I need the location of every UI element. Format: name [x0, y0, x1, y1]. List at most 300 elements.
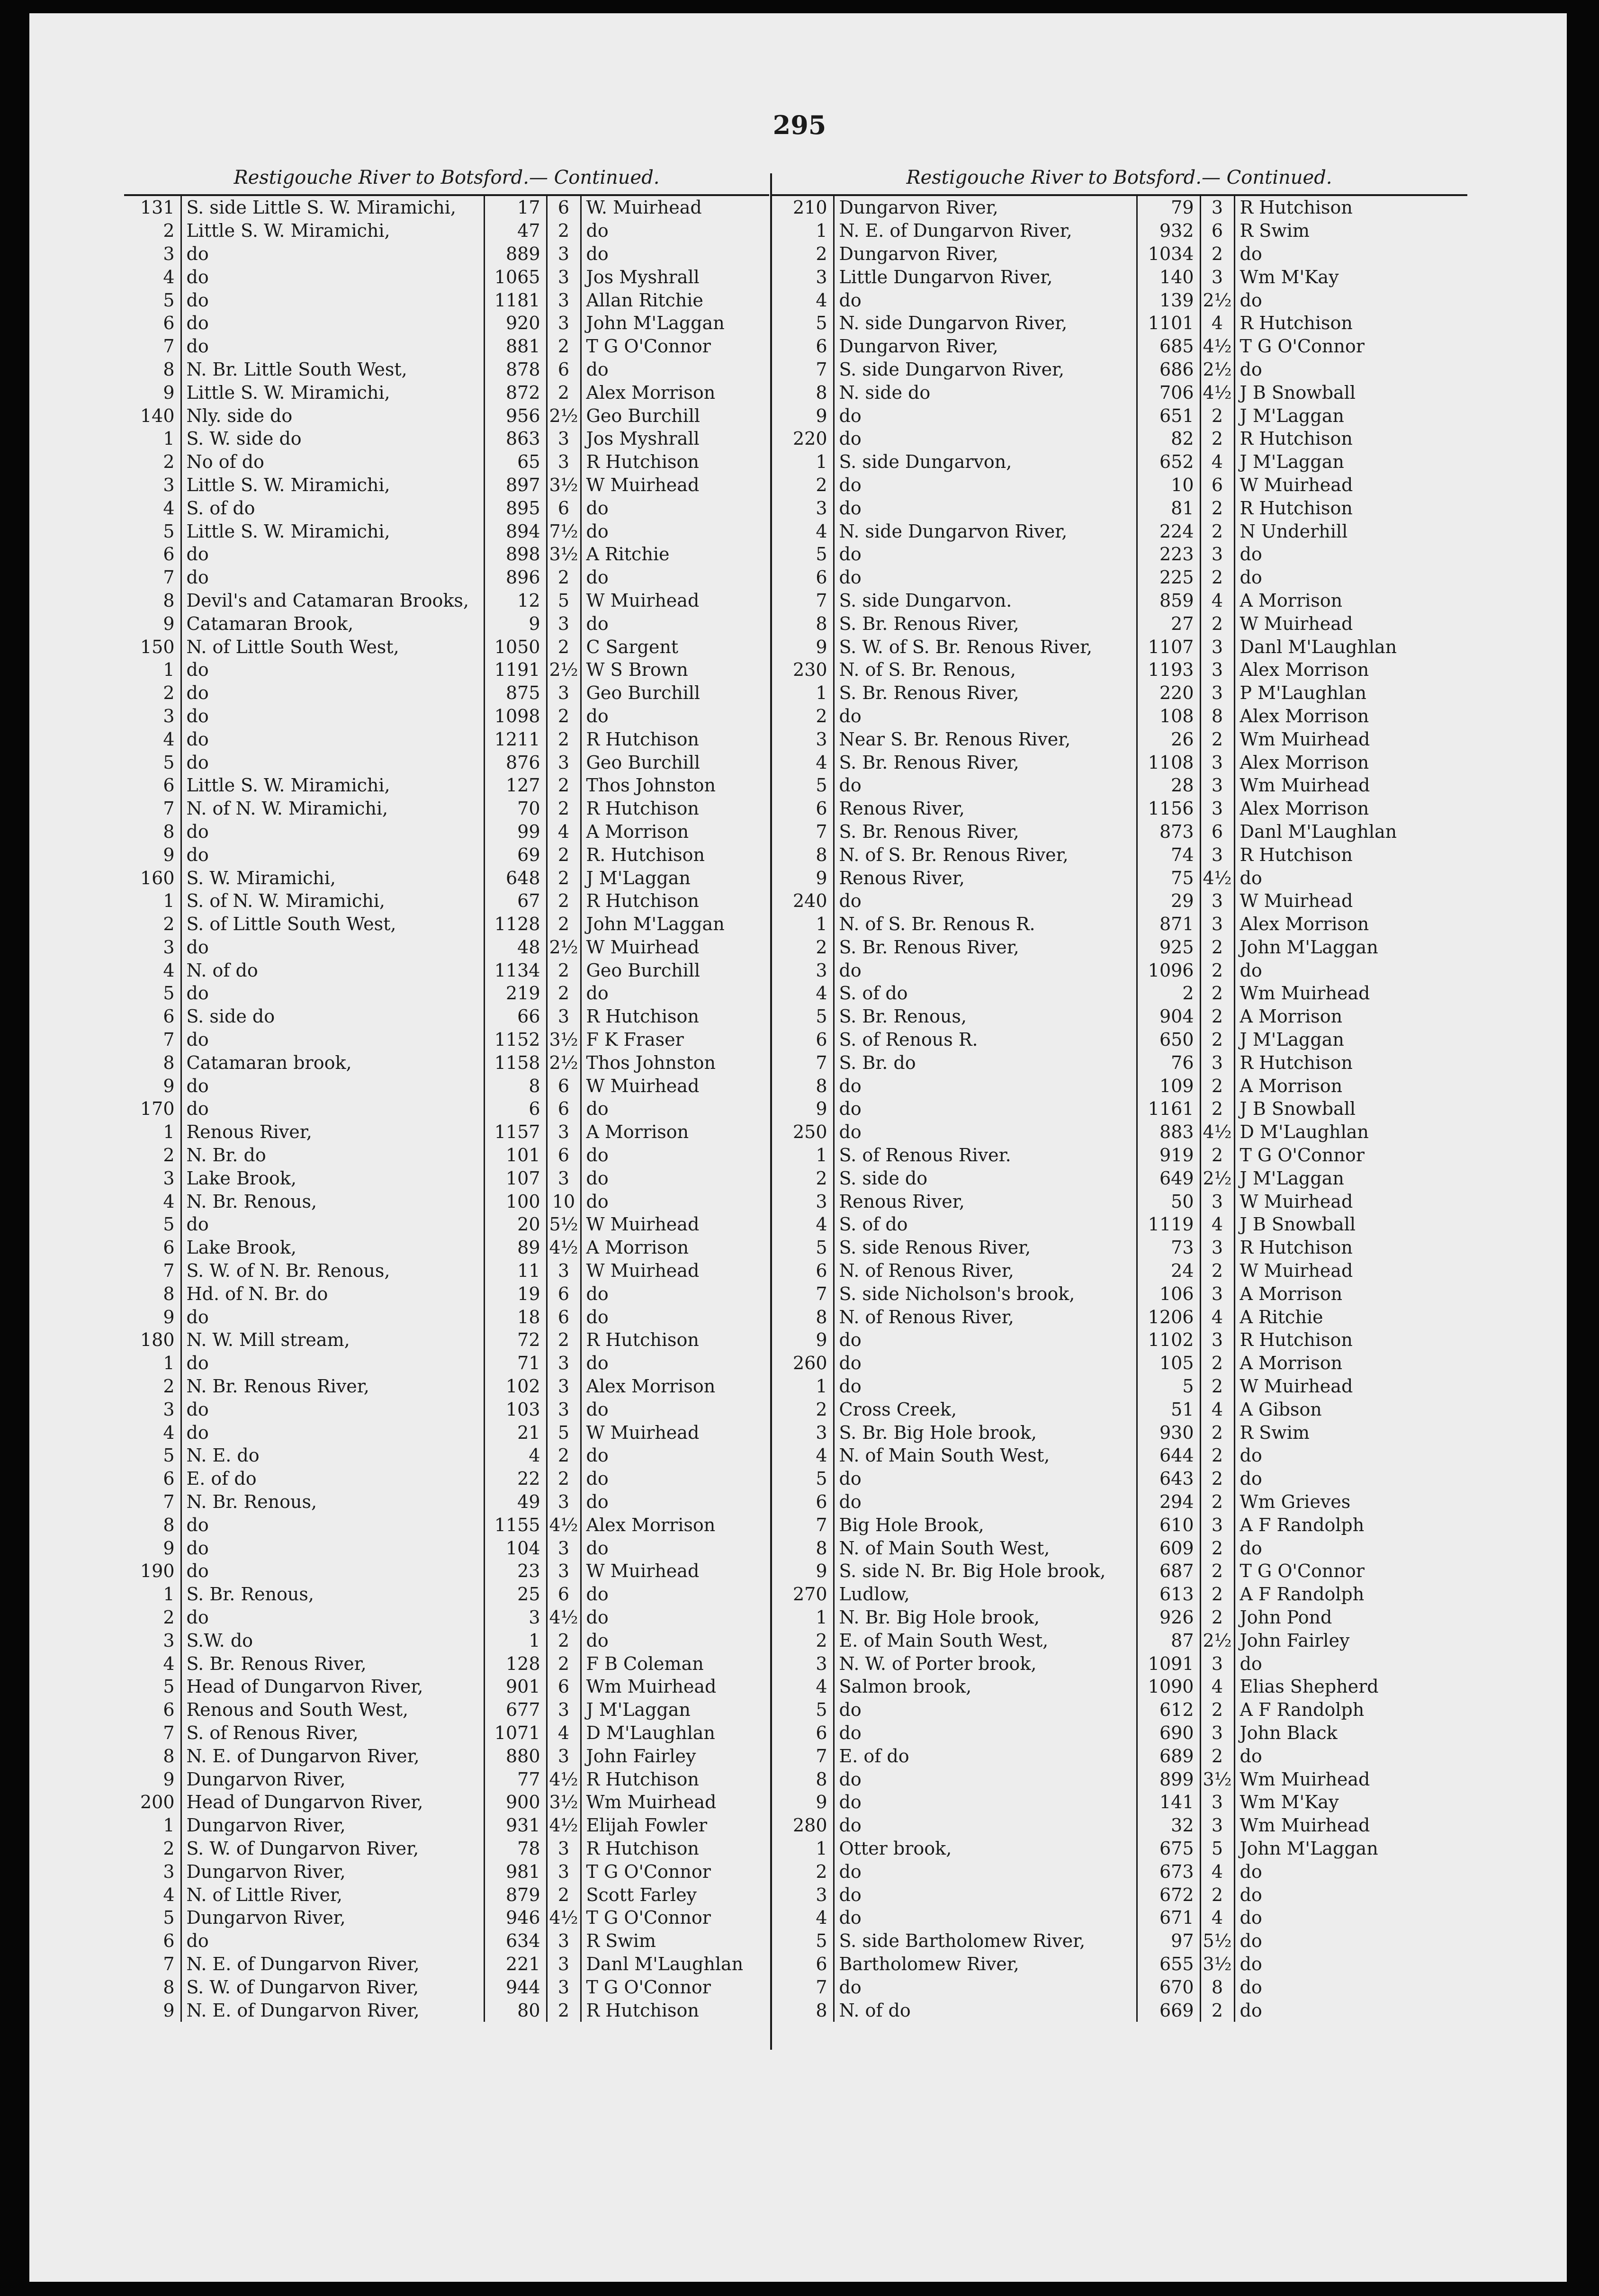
entry-number: 7 — [816, 359, 827, 380]
area: 878 — [484, 358, 547, 381]
acres: 2 — [1200, 242, 1234, 266]
acres: 2 — [1200, 1421, 1234, 1444]
location: Lake Brook, — [181, 1236, 484, 1259]
area: 1065 — [484, 265, 547, 288]
acres: 3 — [1200, 1328, 1234, 1352]
acres: 4½ — [1200, 866, 1234, 889]
area: 872 — [484, 381, 547, 404]
grantee: Alex Morrison — [1234, 658, 1467, 682]
acres: 6 — [547, 1074, 581, 1097]
entry-number: 8 — [163, 1976, 175, 1998]
grantee: do — [581, 1398, 769, 1421]
entry-number: 7 — [816, 821, 827, 842]
location: do — [181, 820, 484, 843]
grantee: J M'Laggan — [581, 1698, 769, 1722]
area: 141 — [1137, 1791, 1200, 1814]
area: 6 — [484, 1097, 547, 1121]
grantee: Wm M'Kay — [1234, 265, 1467, 288]
table-row — [124, 1536, 769, 1560]
table-row — [771, 1398, 1467, 1421]
acres: 2 — [1200, 1490, 1234, 1514]
acres: 2 — [547, 705, 581, 728]
location: do — [181, 936, 484, 959]
location: S. side do — [834, 1166, 1137, 1190]
entry-number: 6 — [163, 1930, 175, 1952]
acres: 2 — [547, 774, 581, 797]
entry-number: 8 — [163, 590, 175, 611]
table-row — [124, 774, 769, 797]
area: 871 — [1137, 913, 1200, 936]
area: 685 — [1137, 335, 1200, 358]
location: N. of Little River, — [181, 1883, 484, 1906]
location: Renous and South West, — [181, 1698, 484, 1722]
entry-number: 210 — [792, 197, 827, 218]
acres: 3 — [1200, 196, 1234, 219]
area: 904 — [1137, 1005, 1200, 1028]
grantee: A Ritchie — [581, 543, 769, 566]
table-row — [124, 1190, 769, 1213]
grantee: Alex Morrison — [581, 1375, 769, 1398]
entry-number: 8 — [816, 382, 827, 403]
entry-number: 170 — [140, 1098, 175, 1120]
acres: 2 — [547, 1467, 581, 1490]
location: do — [181, 658, 484, 682]
acres: 3½ — [547, 1791, 581, 1814]
grantee: J B Snowball — [1234, 1213, 1467, 1236]
table-row — [124, 1305, 769, 1328]
area: 879 — [484, 1883, 547, 1906]
table-row — [771, 1513, 1467, 1536]
acres: 2 — [547, 982, 581, 1005]
grantee: J M'Laggan — [1234, 404, 1467, 427]
location: S. Br. Renous River, — [834, 751, 1137, 774]
acres: 3 — [1200, 1513, 1234, 1536]
area: 672 — [1137, 1883, 1200, 1906]
location: S. of Renous River, — [181, 1722, 484, 1745]
acres: 2 — [1200, 496, 1234, 520]
location: do — [834, 705, 1137, 728]
grantee: A Morrison — [581, 1236, 769, 1259]
acres: 4½ — [1200, 381, 1234, 404]
table-row — [771, 1213, 1467, 1236]
table-row — [771, 727, 1467, 751]
location: do — [834, 889, 1137, 913]
entry-number: 4 — [163, 960, 175, 981]
grantee: Jos Myshrall — [581, 427, 769, 450]
area: 897 — [484, 474, 547, 497]
area: 82 — [1137, 427, 1200, 450]
grantee: Geo Burchill — [581, 751, 769, 774]
entry-number: 1 — [163, 1353, 175, 1374]
entry-number: 2 — [816, 1399, 827, 1420]
table-row — [124, 1629, 769, 1652]
grantee: R Swim — [1234, 219, 1467, 242]
entry-number: 4 — [163, 1422, 175, 1443]
grantee: do — [581, 1166, 769, 1190]
area: 669 — [1137, 1999, 1200, 2022]
area: 105 — [1137, 1352, 1200, 1375]
grantee: J M'Laggan — [1234, 1166, 1467, 1190]
entry-number: 3 — [163, 474, 175, 495]
grantee: W Muirhead — [1234, 1259, 1467, 1283]
acres: 3 — [547, 265, 581, 288]
acres: 3 — [547, 1375, 581, 1398]
entry-number: 5 — [163, 1214, 175, 1235]
entry-number: 5 — [816, 1930, 827, 1952]
acres: 3 — [547, 1005, 581, 1028]
table-row — [124, 1698, 769, 1722]
entry-number: 131 — [140, 197, 175, 218]
location: No of do — [181, 450, 484, 474]
location: N. W. Mill stream, — [181, 1328, 484, 1352]
area: 10 — [1137, 474, 1200, 497]
area: 1161 — [1137, 1097, 1200, 1121]
table-row — [771, 1883, 1467, 1906]
area: 883 — [1137, 1121, 1200, 1144]
acres: 4 — [1200, 1213, 1234, 1236]
area: 1191 — [484, 658, 547, 682]
location: Hd. of N. Br. do — [181, 1282, 484, 1305]
table-row — [124, 797, 769, 820]
area: 69 — [484, 843, 547, 866]
area: 75 — [1137, 866, 1200, 889]
location: do — [181, 288, 484, 312]
location: do — [834, 474, 1137, 497]
entry-number: 1 — [816, 914, 827, 935]
grantee: R Hutchison — [581, 1005, 769, 1028]
area: 873 — [1137, 820, 1200, 843]
acres: 3 — [547, 1259, 581, 1283]
location: N. of do — [181, 959, 484, 982]
grantee: R Hutchison — [1234, 1328, 1467, 1352]
grantee: Thos Johnston — [581, 774, 769, 797]
grantee: John Fairley — [581, 1744, 769, 1767]
table-row — [124, 312, 769, 335]
area: 863 — [484, 427, 547, 450]
table-row — [771, 450, 1467, 474]
table-row — [771, 335, 1467, 358]
area: 643 — [1137, 1467, 1200, 1490]
location: S. W. of N. Br. Renous, — [181, 1259, 484, 1283]
grantee: do — [1234, 1444, 1467, 1467]
table-row — [771, 1328, 1467, 1352]
table-row — [771, 520, 1467, 543]
acres: 3 — [1200, 1722, 1234, 1745]
table-row — [771, 1259, 1467, 1283]
table-row — [771, 959, 1467, 982]
acres: 3 — [1200, 1051, 1234, 1074]
area: 612 — [1137, 1698, 1200, 1722]
entry-number: 240 — [792, 890, 827, 912]
acres: 2 — [1200, 936, 1234, 959]
table-row — [771, 1722, 1467, 1745]
grantee: Scott Farley — [581, 1883, 769, 1906]
grantee: do — [1234, 1953, 1467, 1976]
area: 24 — [1137, 1259, 1200, 1283]
table-row — [771, 705, 1467, 728]
grantee: R Hutchison — [581, 1767, 769, 1791]
location: do — [834, 1906, 1137, 1929]
area: 686 — [1137, 358, 1200, 381]
area: 677 — [484, 1698, 547, 1722]
acres: 6 — [547, 358, 581, 381]
area: 649 — [1137, 1166, 1200, 1190]
acres: 3½ — [1200, 1953, 1234, 1976]
area: 1156 — [1137, 797, 1200, 820]
grantee: do — [1234, 242, 1467, 266]
entry-number: 6 — [163, 313, 175, 334]
table-row — [124, 1953, 769, 1976]
area: 1101 — [1137, 312, 1200, 335]
table-row — [771, 866, 1467, 889]
grantee: do — [581, 1305, 769, 1328]
entry-number: 2 — [816, 705, 827, 726]
acres: 7½ — [547, 520, 581, 543]
table-row — [771, 682, 1467, 705]
entry-number: 6 — [816, 567, 827, 588]
area: 920 — [484, 312, 547, 335]
acres: 5½ — [547, 1213, 581, 1236]
grantee: R Hutchison — [581, 1837, 769, 1860]
acres: 3 — [547, 612, 581, 635]
location: N. of Main South West, — [834, 1444, 1137, 1467]
acres: 8 — [1200, 705, 1234, 728]
table-row — [124, 1144, 769, 1167]
table-row — [124, 820, 769, 843]
location: S. Br. do — [834, 1051, 1137, 1074]
location: do — [181, 543, 484, 566]
acres: 2 — [1200, 1352, 1234, 1375]
area: 1211 — [484, 727, 547, 751]
area: 20 — [484, 1213, 547, 1236]
area: 919 — [1137, 1144, 1200, 1167]
entry-number: 230 — [792, 659, 827, 681]
table-row — [771, 635, 1467, 658]
entry-number: 3 — [816, 728, 827, 750]
acres: 2 — [547, 335, 581, 358]
table-row — [124, 1560, 769, 1583]
entry-number: 8 — [816, 844, 827, 865]
area: 1181 — [484, 288, 547, 312]
grantee: do — [1234, 543, 1467, 566]
table-row — [771, 589, 1467, 612]
area: 925 — [1137, 936, 1200, 959]
grantee: do — [1234, 1999, 1467, 2022]
area: 18 — [484, 1305, 547, 1328]
table-row — [124, 1213, 769, 1236]
table-row — [124, 751, 769, 774]
table-row — [124, 705, 769, 728]
location: N. of S. Br. Renous R. — [834, 913, 1137, 936]
area: 1091 — [1137, 1652, 1200, 1675]
grantee: A Morrison — [581, 1121, 769, 1144]
grantee: do — [581, 612, 769, 635]
acres: 4 — [1200, 1675, 1234, 1698]
area: 880 — [484, 1744, 547, 1767]
area: 223 — [1137, 543, 1200, 566]
location: do — [181, 335, 484, 358]
grantee: W Muirhead — [581, 936, 769, 959]
table-row — [771, 612, 1467, 635]
location: do — [181, 982, 484, 1005]
acres: 2½ — [547, 936, 581, 959]
acres: 2 — [547, 635, 581, 658]
entry-number: 6 — [163, 1699, 175, 1721]
entry-number: 270 — [792, 1584, 827, 1605]
location: do — [181, 312, 484, 335]
grantee: J B Snowball — [1234, 1097, 1467, 1121]
right-column-heading: Restigouche River to Botsford.— Continued. — [906, 167, 1332, 188]
entry-number: 1 — [163, 659, 175, 681]
grantee: Alex Morrison — [1234, 751, 1467, 774]
entry-number: 7 — [163, 1029, 175, 1050]
location: do — [834, 959, 1137, 982]
entry-number: 4 — [816, 752, 827, 773]
table-row — [124, 427, 769, 450]
entry-number: 1 — [816, 1376, 827, 1397]
table-row — [124, 265, 769, 288]
entry-number: 1 — [816, 1145, 827, 1166]
location: S. Br. Big Hole brook, — [834, 1421, 1137, 1444]
table-row — [771, 1652, 1467, 1675]
grantee: R Hutchison — [1234, 1236, 1467, 1259]
area: 1134 — [484, 959, 547, 982]
area: 81 — [1137, 496, 1200, 520]
table-row — [124, 450, 769, 474]
area: 78 — [484, 1837, 547, 1860]
table-row — [124, 1490, 769, 1514]
grantee: R Hutchison — [581, 797, 769, 820]
table-row — [124, 612, 769, 635]
table-row — [124, 658, 769, 682]
location: S. of Little South West, — [181, 913, 484, 936]
table-row — [124, 1121, 769, 1144]
area: 140 — [1137, 265, 1200, 288]
grantee: do — [581, 1444, 769, 1467]
table-row — [771, 1444, 1467, 1467]
area: 87 — [1137, 1629, 1200, 1652]
table-row — [124, 520, 769, 543]
grantee: do — [581, 1097, 769, 1121]
area: 613 — [1137, 1583, 1200, 1606]
acres: 5 — [1200, 1837, 1234, 1860]
location: N. E. of Dungarvon River, — [834, 219, 1137, 242]
table-row — [124, 982, 769, 1005]
area: 32 — [1137, 1814, 1200, 1837]
entry-number: 5 — [816, 544, 827, 565]
location: do — [181, 566, 484, 589]
table-row — [771, 658, 1467, 682]
area: 946 — [484, 1906, 547, 1929]
entry-number: 3 — [163, 243, 175, 264]
table-row — [124, 1744, 769, 1767]
location: S.W. do — [181, 1629, 484, 1652]
table-row — [124, 1837, 769, 1860]
location: do — [834, 774, 1137, 797]
table-row — [771, 889, 1467, 913]
entry-number: 4 — [816, 1445, 827, 1466]
location: N. Br. Renous, — [181, 1190, 484, 1213]
acres: 3½ — [547, 474, 581, 497]
table-row — [771, 1675, 1467, 1698]
area: 1050 — [484, 635, 547, 658]
left-column-heading: Restigouche River to Botsford.— Continued. — [234, 167, 660, 188]
grantee: do — [581, 982, 769, 1005]
location: S. of Renous R. — [834, 1028, 1137, 1051]
grantee: F B Coleman — [581, 1652, 769, 1675]
entry-number: 6 — [163, 544, 175, 565]
entry-number: 4 — [163, 1191, 175, 1212]
table-row — [124, 1097, 769, 1121]
location: N. of Main South West, — [834, 1536, 1137, 1560]
acres: 2 — [1200, 520, 1234, 543]
location: Dungarvon River, — [834, 196, 1137, 219]
location: do — [181, 1074, 484, 1097]
acres: 3 — [547, 1536, 581, 1560]
table-row — [124, 1929, 769, 1953]
location: do — [834, 1791, 1137, 1814]
entry-number: 5 — [163, 289, 175, 311]
location: N. E. of Dungarvon River, — [181, 1953, 484, 1976]
location: Lake Brook, — [181, 1166, 484, 1190]
grantee: do — [1234, 1744, 1467, 1767]
entry-number: 4 — [816, 520, 827, 542]
location: do — [181, 1097, 484, 1121]
grantee: Wm Muirhead — [581, 1791, 769, 1814]
grantee: Geo Burchill — [581, 404, 769, 427]
acres: 2 — [1200, 1444, 1234, 1467]
entry-number: 7 — [163, 1722, 175, 1743]
location: do — [834, 1860, 1137, 1883]
table-row — [124, 1467, 769, 1490]
location: do — [834, 1490, 1137, 1514]
entry-number: 8 — [816, 2000, 827, 2021]
acres: 3 — [547, 1490, 581, 1514]
acres: 6 — [547, 1282, 581, 1305]
area: 894 — [484, 520, 547, 543]
table-row — [771, 427, 1467, 450]
area: 47 — [484, 219, 547, 242]
location: Catamaran Brook, — [181, 612, 484, 635]
grantee: do — [1234, 959, 1467, 982]
grantee: D M'Laughlan — [1234, 1121, 1467, 1144]
acres: 2 — [1200, 1536, 1234, 1560]
acres: 6 — [547, 1583, 581, 1606]
acres: 4½ — [547, 1814, 581, 1837]
acres: 3½ — [547, 1028, 581, 1051]
area: 1 — [484, 1629, 547, 1652]
area: 859 — [1137, 589, 1200, 612]
acres: 3 — [547, 1860, 581, 1883]
grantee: do — [1234, 1883, 1467, 1906]
location: do — [181, 1352, 484, 1375]
acres: 4 — [1200, 1305, 1234, 1328]
table-row — [771, 1560, 1467, 1583]
entry-number: 7 — [163, 1953, 175, 1974]
acres: 3 — [547, 1837, 581, 1860]
area: 225 — [1137, 566, 1200, 589]
entry-number: 9 — [163, 613, 175, 634]
location: Little S. W. Miramichi, — [181, 381, 484, 404]
grantee: R Hutchison — [1234, 196, 1467, 219]
location: N. E. do — [181, 1444, 484, 1467]
entry-number: 8 — [163, 1283, 175, 1304]
right-column — [771, 161, 1467, 2022]
location: Little S. W. Miramichi, — [181, 219, 484, 242]
table-row — [771, 474, 1467, 497]
acres: 6 — [1200, 219, 1234, 242]
grantee: Alex Morrison — [1234, 913, 1467, 936]
